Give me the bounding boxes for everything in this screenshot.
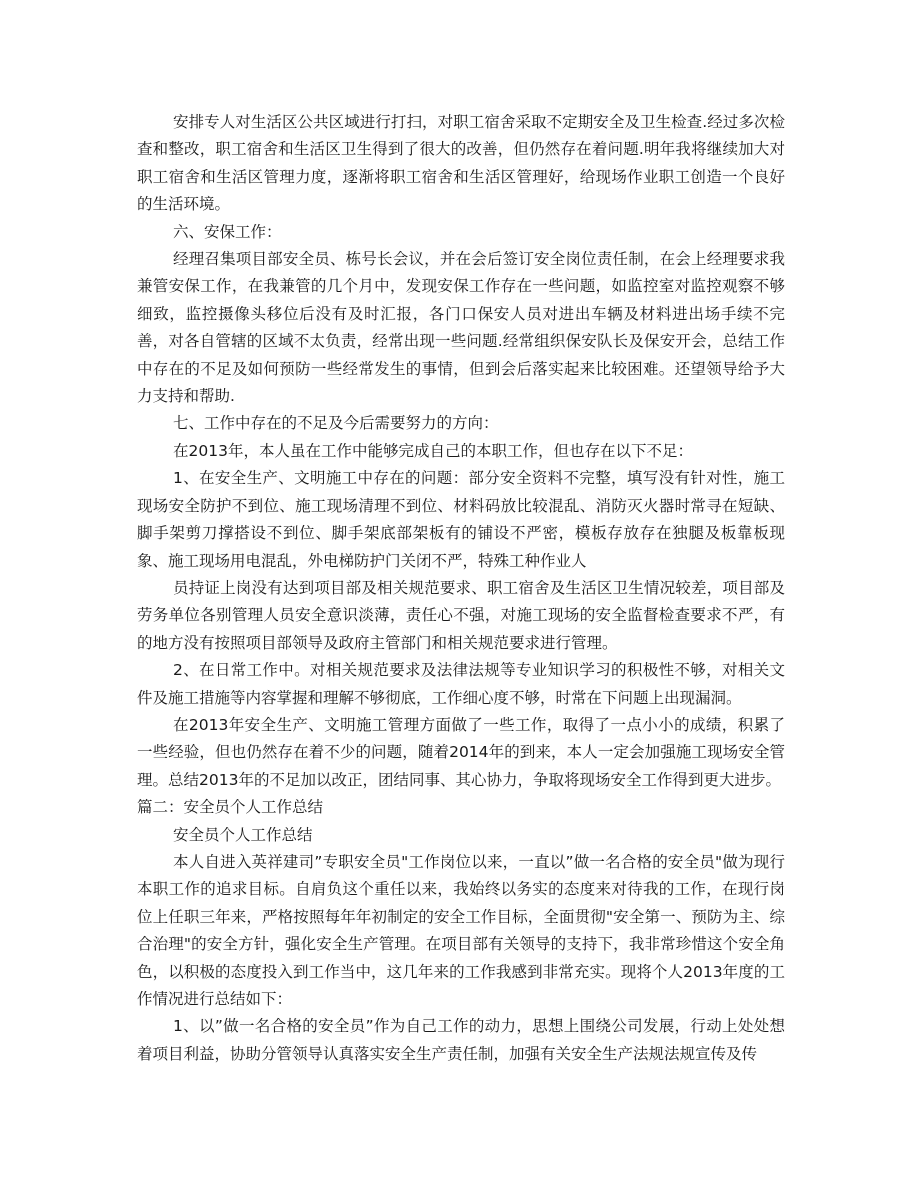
section-heading-security: 六、安保工作： xyxy=(173,222,282,241)
paragraph-item-1-site-problems: 1、在安全生产、文明施工中存在的问题：部分安全资料不完整，填写没有针对性，施工现场安全防护不到位、施工现场清理不到位、材料码放比较混乱、消防灭火器时常寻在短缺、脚手架剪刀撑搭设不到位、脚手架底部架板有的铺设不严密，模板存放存在独腿及板靠板现象、施工现场用电混乱，外电梯防护门关闭不严，特殊工种作业人 xyxy=(137,469,785,570)
paragraph-security-work: 经理召集项目部安全员、栋号长会议，并在会后签订安全岗位责任制，在会上经理要求我兼管安保工作，在我兼管的几个月中，发现安保工作存在一些问题，如监控室对监控观察不够细致，监控摄像头移位后没有及时汇报，各门口保安人员对进出车辆及材料进出场手续不完善，对各自管辖的区域不太负责，经常出现一些问题.经常组织保安队长及保安开会，总结工作中存在的不足及如何预防一些经常发生的事情，但到会后落实起来比较困难。还望领导给予大力支持和帮助. xyxy=(137,250,785,406)
paragraph-introduction: 本人自进入英祥建司”专职安全员"工作岗位以来，一直以”做一名合格的安全员"做为现行本职工作的追求目标。自肩负这个重任以来，我始终以务实的态度来对待我的工作，在现行岗位上任职三年来，严格按照每年年初制定的安全工作目标，全面贯彻"安全第一、预防为主、综合治理"的安全方针，强化安全生产管理。在项目部有关领导的支持下，我非常珍惜这个安全角色，以积极的态度投入到工作当中，这几年来的工作我感到非常充实。现将个人2013年度的工作情况进行总结如下： xyxy=(137,852,785,1008)
subtitle-safety-officer-summary: 安全员个人工作总结 xyxy=(173,825,313,844)
paragraph-dormitory-management: 安排专人对生活区公共区域进行打扫，对职工宿舍采取不定期安全及卫生检查.经过多次检查和整改，职工宿舍和生活区卫生得到了很大的改善，但仍然存在着问题.明年我将继续加大对职工宿舍和生活区管理力度，逐渐将职工宿舍和生活区管理好，给现场作业职工创造一个良好的生活环境。 xyxy=(137,113,785,214)
paragraph-item-1-motivation: 1、以”做一名合格的安全员”作为自己工作的动力，思想上围绕公司发展，行动上处处想着项目利益，协助分管领导认真落实安全生产责任制，加强有关安全生产法规法规宣传及传 xyxy=(137,1017,785,1063)
chapter-title-part-two: 篇二：安全员个人工作总结 xyxy=(137,798,324,817)
document-body xyxy=(137,109,785,1068)
paragraph-2013-summary: 在2013年安全生产、文明施工管理方面做了一些工作，取得了一点小小的成绩，积累了一些经验，但也仍然存在着不少的问题，随着2014年的到来，本人一定会加强施工现场安全管理。总结2013年的不足加以改正，团结同事、其心协力，争取将现场安全工作得到更大进步。 xyxy=(137,715,785,789)
section-heading-shortcomings: 七、工作中存在的不足及今后需要努力的方向： xyxy=(173,414,499,433)
paragraph-shortcomings-intro: 在2013年，本人虽在工作中能够完成自己的本职工作，但也存在以下不足： xyxy=(173,441,693,460)
paragraph-item-2-daily-work: 2、在日常工作中。对相关规范要求及法律法规等专业知识学习的积极性不够，对相关文件及施工措施等内容掌握和理解不够彻底，工作细心度不够，时常在下问题上出现漏洞。 xyxy=(137,661,785,707)
paragraph-item-1-continued: 员持证上岗没有达到项目部及相关规范要求、职工宿舍及生活区卫生情况较差，项目部及劳务单位各别管理人员安全意识淡薄，责任心不强，对施工现场的安全监督检查要求不严，有的地方没有按照项目部领导及政府主管部门和相关规范要求进行管理。 xyxy=(137,578,785,652)
